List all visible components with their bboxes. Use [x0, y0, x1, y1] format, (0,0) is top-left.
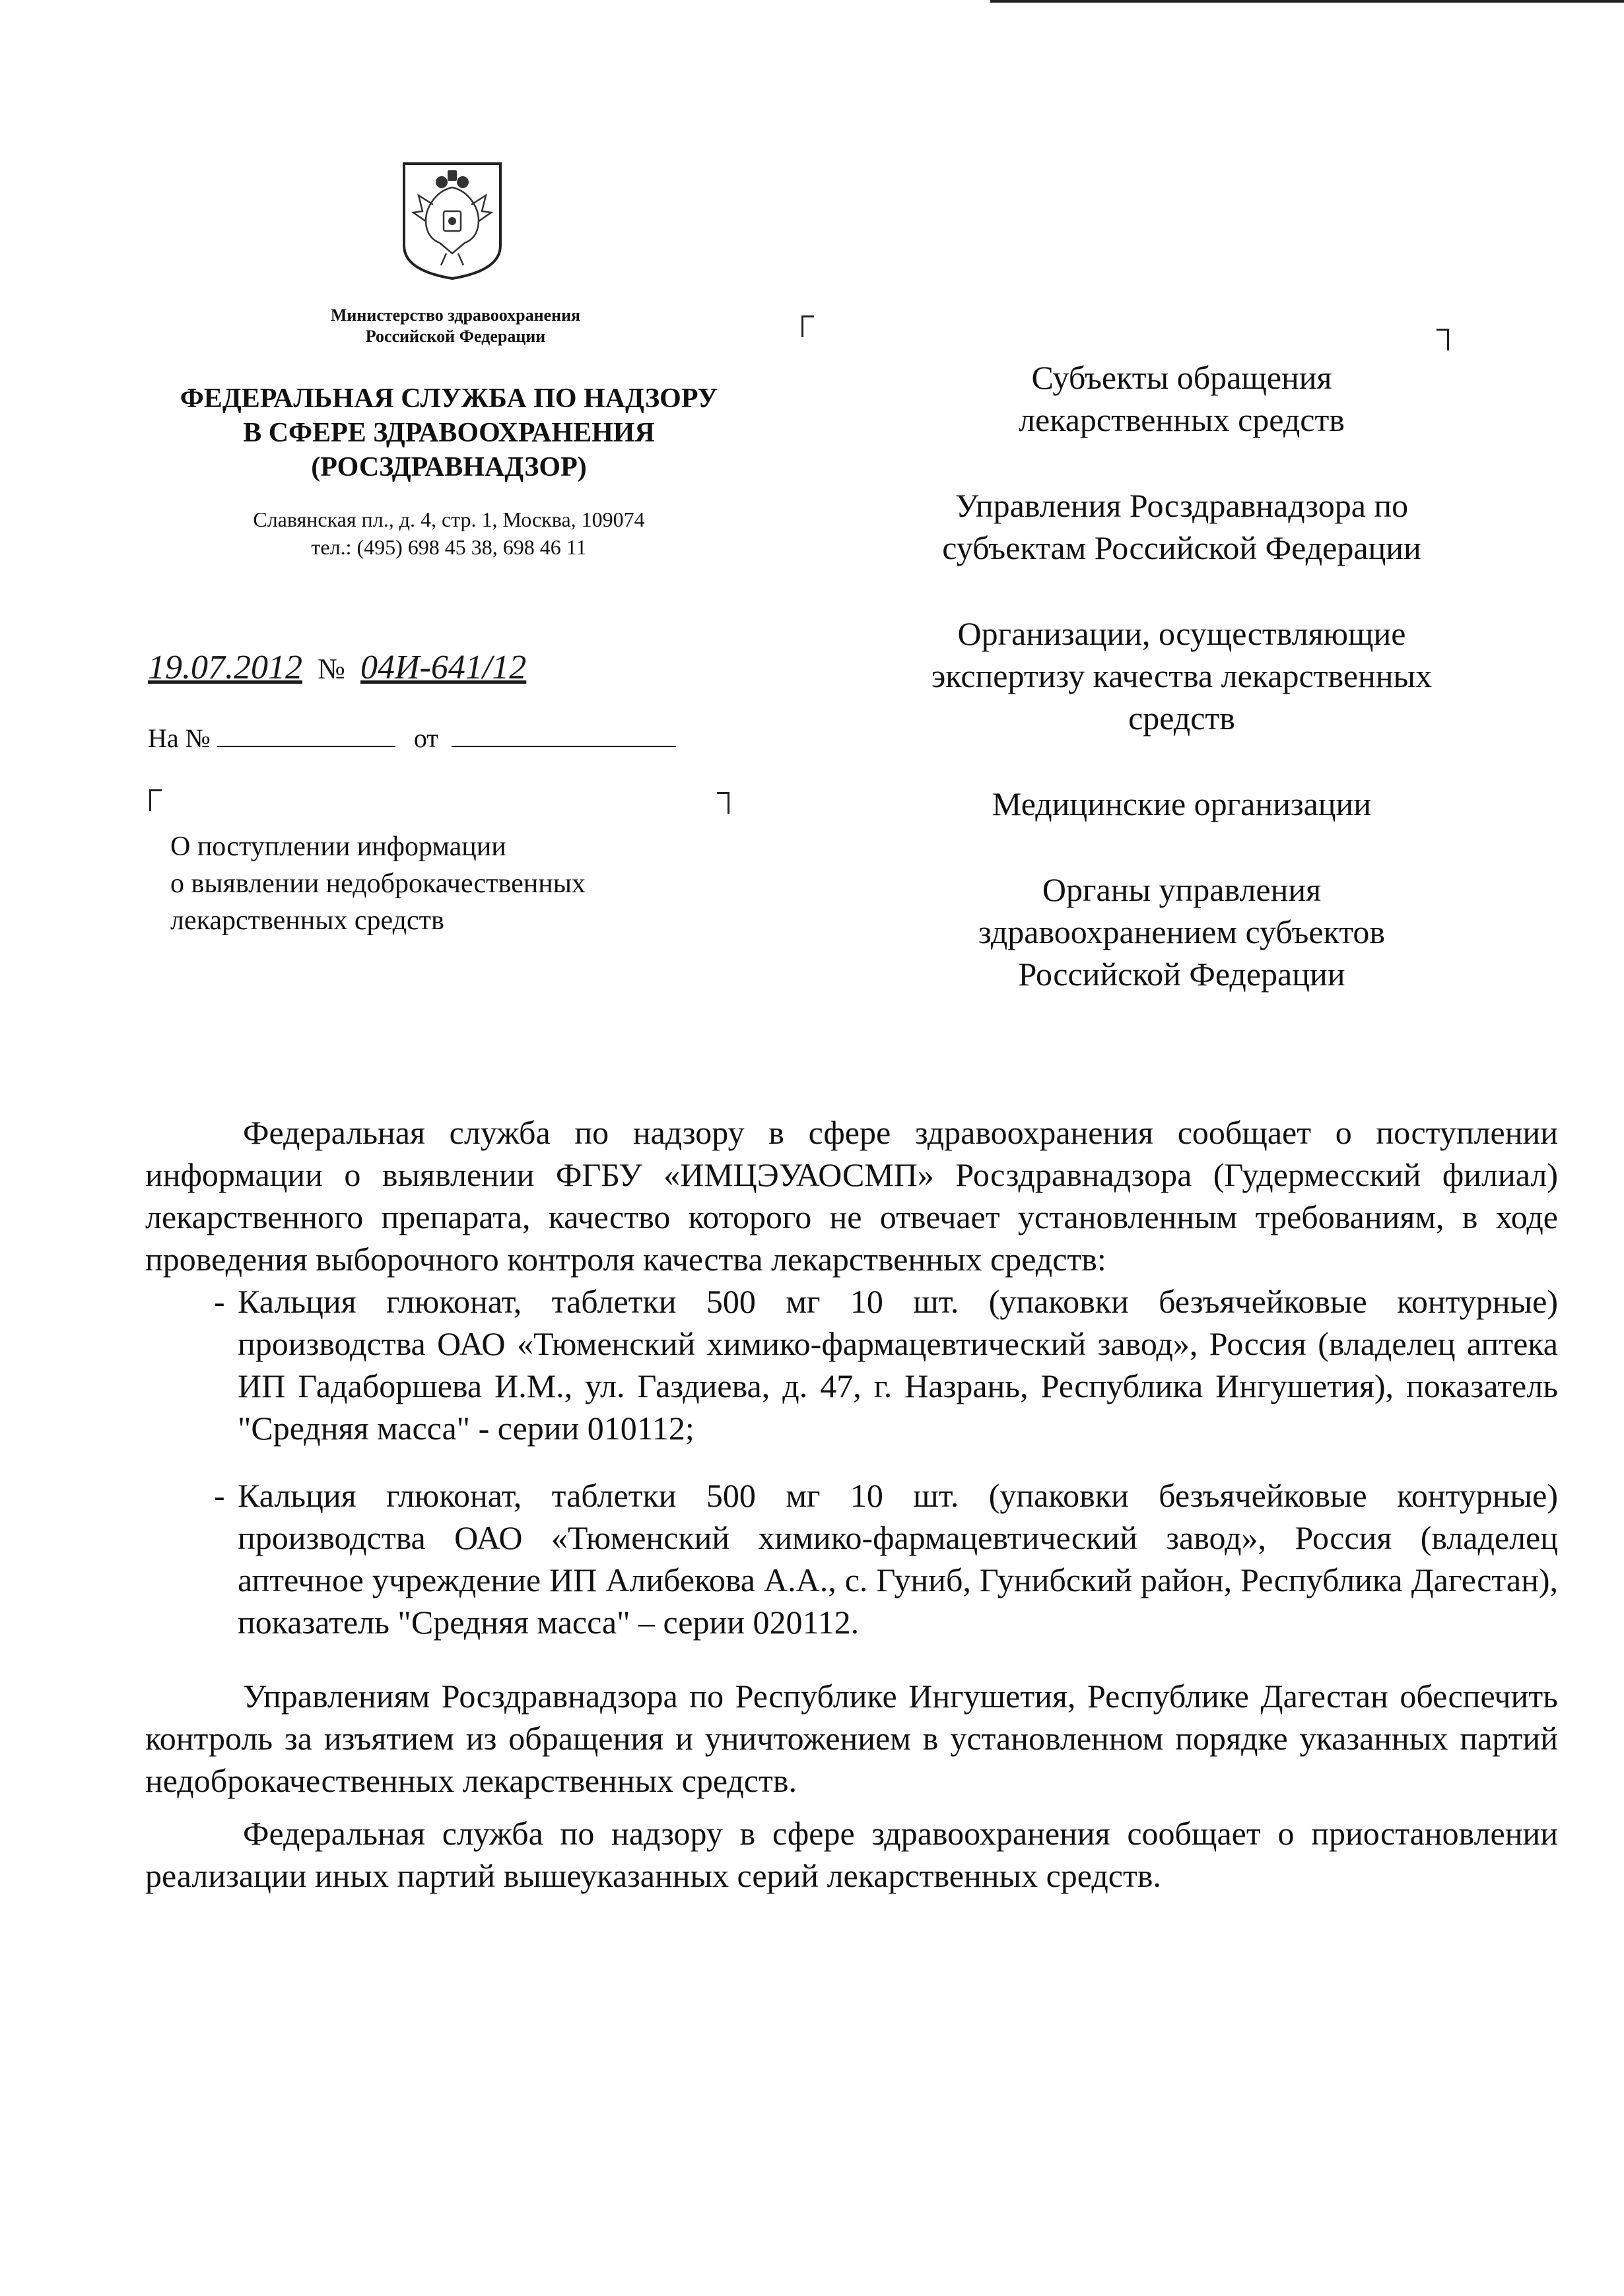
- list-item-text: Кальция глюконат, таблетки 500 мг 10 шт. (упаковки безъячейковые контурные) производства ОАО «Тюменский химико-фармацевтический завод», Россия (владелец аптека ИП Гадаборшева И.М., ул. Газдиева, д. 47, г. Назрань, Республика Ингушетия), показатель "Средняя масса" - серии 010112;: [238, 1283, 1558, 1447]
- body-paragraph: Управлениям Росздравнадзора по Республике Ингушетия, Республике Дагестан обеспечить контроль за изъятием из обращения и уничтожением в установленном порядке указанных партий недоброкачественных лекарственных средств.: [145, 1678, 1558, 1799]
- letter-subject: [170, 828, 764, 939]
- recipient-line: здравоохранением субъектов: [978, 913, 1386, 950]
- list-item-text: Кальция глюконат, таблетки 500 мг 10 шт. (упаковки безъячейковые контурные) производства ОАО «Тюменский химико-фармацевтический завод», Россия (владелец аптечное учреждение ИП Алибекова А.А., с. Гуниб, Гунибский район, Республика Дагестан), показатель "Средняя масса" – серии 020112.: [238, 1477, 1558, 1641]
- agency-line: ФЕДЕРАЛЬНАЯ СЛУЖБА ПО НАДЗОРУ: [180, 383, 718, 414]
- recipient-group: [832, 783, 1532, 825]
- recipient-line: лекарственных средств: [1019, 401, 1345, 438]
- letter-body: [145, 1111, 1558, 1897]
- subject-line: О поступлении информации: [170, 832, 506, 862]
- agency-name: [132, 381, 766, 484]
- recipient-group: [832, 869, 1532, 995]
- recipient-line: Управления Росздравнадзора по: [955, 487, 1409, 524]
- recipient-group: [832, 612, 1532, 739]
- subject-bracket-left: [149, 789, 162, 811]
- reply-reference-line: [148, 719, 676, 754]
- subject-line: о выявлении недоброкачественных: [170, 869, 586, 899]
- subject-line: лекарственных средств: [170, 905, 444, 936]
- list-bullet: -: [214, 1283, 225, 1320]
- ministry-name: [251, 305, 660, 347]
- recipient-line: Медицинские организации: [992, 785, 1372, 822]
- recipient-line: экспертизу качества лекарственных: [931, 657, 1433, 694]
- reply-date-blank: [452, 719, 676, 747]
- number-sign: №: [318, 653, 345, 685]
- reply-number-blank: [217, 719, 395, 747]
- recipient-line: субъектам Российской Федерации: [942, 529, 1421, 566]
- registration-date: 19.07.2012: [148, 649, 302, 686]
- recipient-line: Российской Федерации: [1018, 956, 1345, 993]
- recipient-line: Организации, осуществляющие: [957, 615, 1406, 652]
- recipient-line: Субъекты обращения: [1031, 359, 1332, 396]
- recipient-bracket-left: [801, 315, 814, 337]
- recipient-group: [832, 484, 1532, 569]
- address-line: Славянская пл., д. 4, стр. 1, Москва, 109074: [253, 508, 645, 531]
- agency-line: (РОСЗДРАВНАДЗОР): [311, 452, 587, 482]
- recipient-line: средств: [1128, 700, 1235, 737]
- registration-line: [148, 648, 526, 687]
- ministry-line: Российской Федерации: [365, 327, 546, 346]
- recipient-line: Органы управления: [1042, 871, 1322, 908]
- recipient-bracket-right: [1437, 329, 1449, 350]
- body-paragraph: Федеральная служба по надзору в сфере здравоохранения сообщает о приостановлении реализации иных партий вышеуказанных серий лекарственных средств.: [145, 1815, 1558, 1894]
- body-intro-paragraph: Федеральная служба по надзору в сфере здравоохранения сообщает о поступлении информации о выявлении ФГБУ «ИМЦЭУАОСМП» Росздравнадзора (Гудермесский филиал) лекарственного препарата, качество которого не отвечает установленным требованиям, в ходе проведения выборочного контроля качества лекарственных средств:: [145, 1114, 1558, 1278]
- ministry-line: Министерство здравоохранения: [330, 306, 581, 325]
- agency-address: [172, 506, 726, 561]
- list-bullet: -: [214, 1477, 225, 1514]
- scan-edge-line: [990, 0, 1624, 3]
- body-list-item: [145, 1280, 1558, 1449]
- body-list-item: [145, 1474, 1558, 1643]
- subject-bracket-right: [717, 792, 729, 814]
- registration-number: 04И-641/12: [360, 649, 527, 686]
- coat-of-arms-emblem: [400, 161, 504, 281]
- phone-line: тел.: (495) 698 45 38, 698 46 11: [311, 535, 587, 559]
- recipient-group: [832, 356, 1532, 441]
- agency-line: В СФЕРЕ ЗДРАВООХРАНЕНИЯ: [243, 418, 655, 448]
- reply-number-label: На №: [148, 723, 211, 753]
- recipients-block: [832, 356, 1532, 1039]
- reply-from-label: от: [413, 723, 438, 753]
